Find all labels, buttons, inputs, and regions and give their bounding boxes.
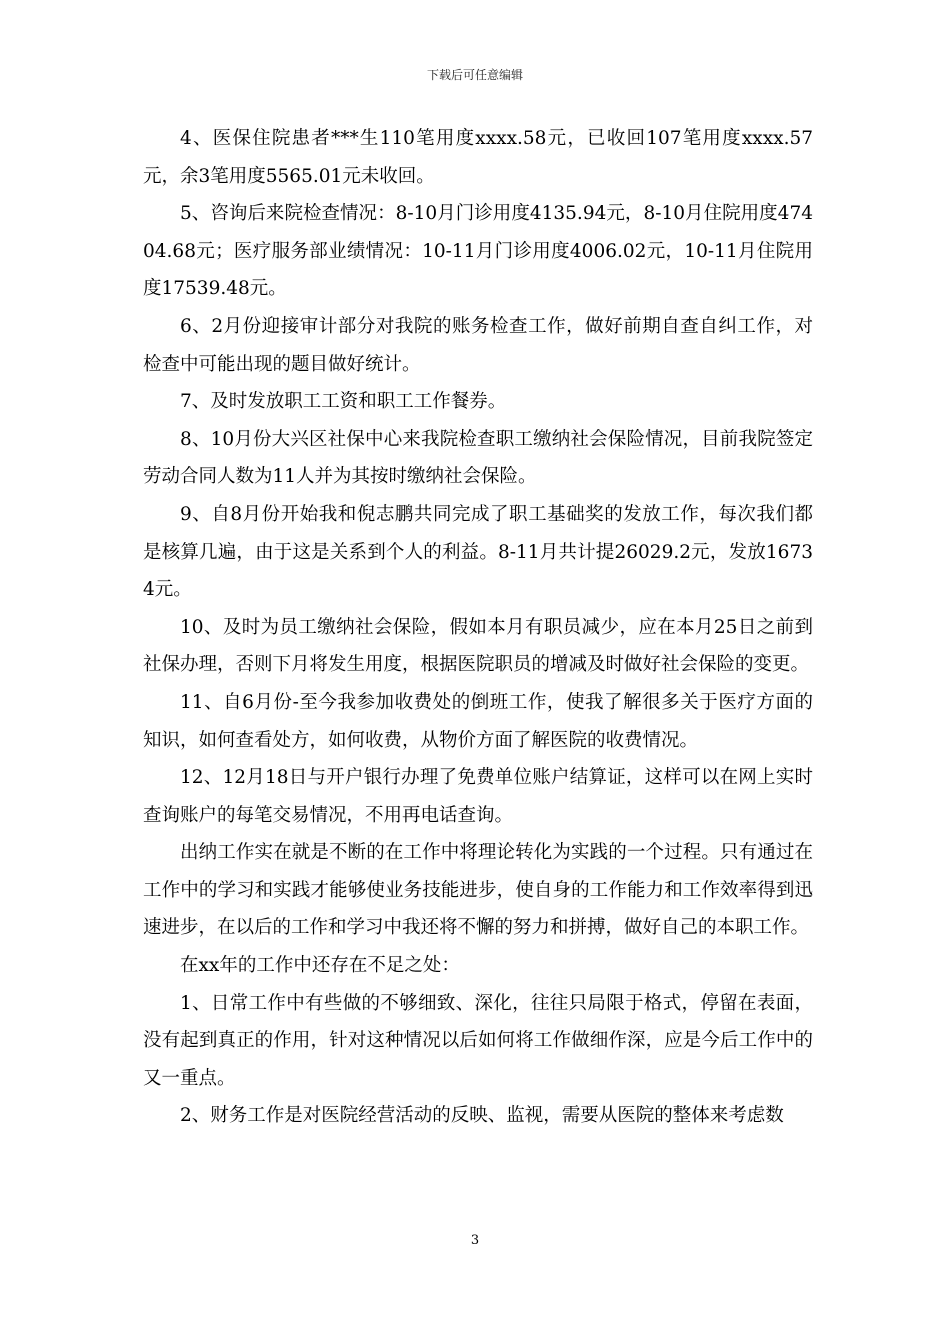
paragraph-item-8: 8、10月份大兴区社保中心来我院检查职工缴纳社会保险情况，目前我院签定劳动合同人数为11人并为其按时缴纳社会保险。 <box>143 428 813 488</box>
document-body <box>143 120 813 1135</box>
paragraph-shortcoming-1: 1、日常工作中有些做的不够细致、深化，往往只局限于格式，停留在表面，没有起到真正的作用，针对这种情况以后如何将工作做细作深，应是今后工作中的又一重点。 <box>143 992 813 1089</box>
paragraph-item-5: 5、咨询后来院检查情况：8-10月门诊用度4135.94元，8-10月住院用度47404.68元；医疗服务部业绩情况：10-11月门诊用度4006.02元，10-11月住院用度17539.48元。 <box>143 203 813 300</box>
paragraph-item-9: 9、自8月份开始我和倪志鹏共同完成了职工基础奖的发放工作，每次我们都是核算几遍，由于这是关系到个人的利益。8-11月共计提26029.2元，发放16734元。 <box>143 503 813 601</box>
paragraph-item-11: 11、自6月份-至今我参加收费处的倒班工作，使我了解很多关于医疗方面的知识，如何查看处方，如何收费，从物价方面了解医院的收费情况。 <box>143 691 813 751</box>
paragraph-item-6: 6、2月份迎接审计部分对我院的账务检查工作，做好前期自查自纠工作，对检查中可能出现的题目做好统计。 <box>143 315 813 375</box>
paragraph-item-10: 10、及时为员工缴纳社会保险，假如本月有职员减少，应在本月25日之前到社保办理，否则下月将发生用度，根据医院职员的增减及时做好社会保险的变更。 <box>143 616 813 676</box>
page-number: 3 <box>470 1233 480 1248</box>
paragraph-item-4: 4、医保住院患者***生110笔用度xxxx.58元，已收回107笔用度xxxx.57元，余3笔用度5565.01元未收回。 <box>143 128 813 187</box>
page-header: 下载后可任意编辑 <box>426 68 523 82</box>
paragraph-item-12: 12、12月18日与开户银行办理了免费单位账户结算证，这样可以在网上实时查询账户的每笔交易情况，不用再电话查询。 <box>143 767 813 826</box>
paragraph-summary: 出纳工作实在就是不断的在工作中将理论转化为实践的一个过程。只有通过在工作中的学习和实践才能够使业务技能进步，使自身的工作能力和工作效率得到迅速进步，在以后的工作和学习中我还将不懈的努力和拼搏，做好自己的本职工作。 <box>143 842 813 939</box>
paragraph-shortcoming-2: 2、财务工作是对医院经营活动的反映、监视，需要从医院的整体来考虑数 <box>180 1105 784 1127</box>
paragraph-shortcomings-intro: 在xx年的工作中还存在不足之处： <box>180 955 460 977</box>
paragraph-item-7: 7、及时发放职工工资和职工工作餐券。 <box>180 391 507 413</box>
